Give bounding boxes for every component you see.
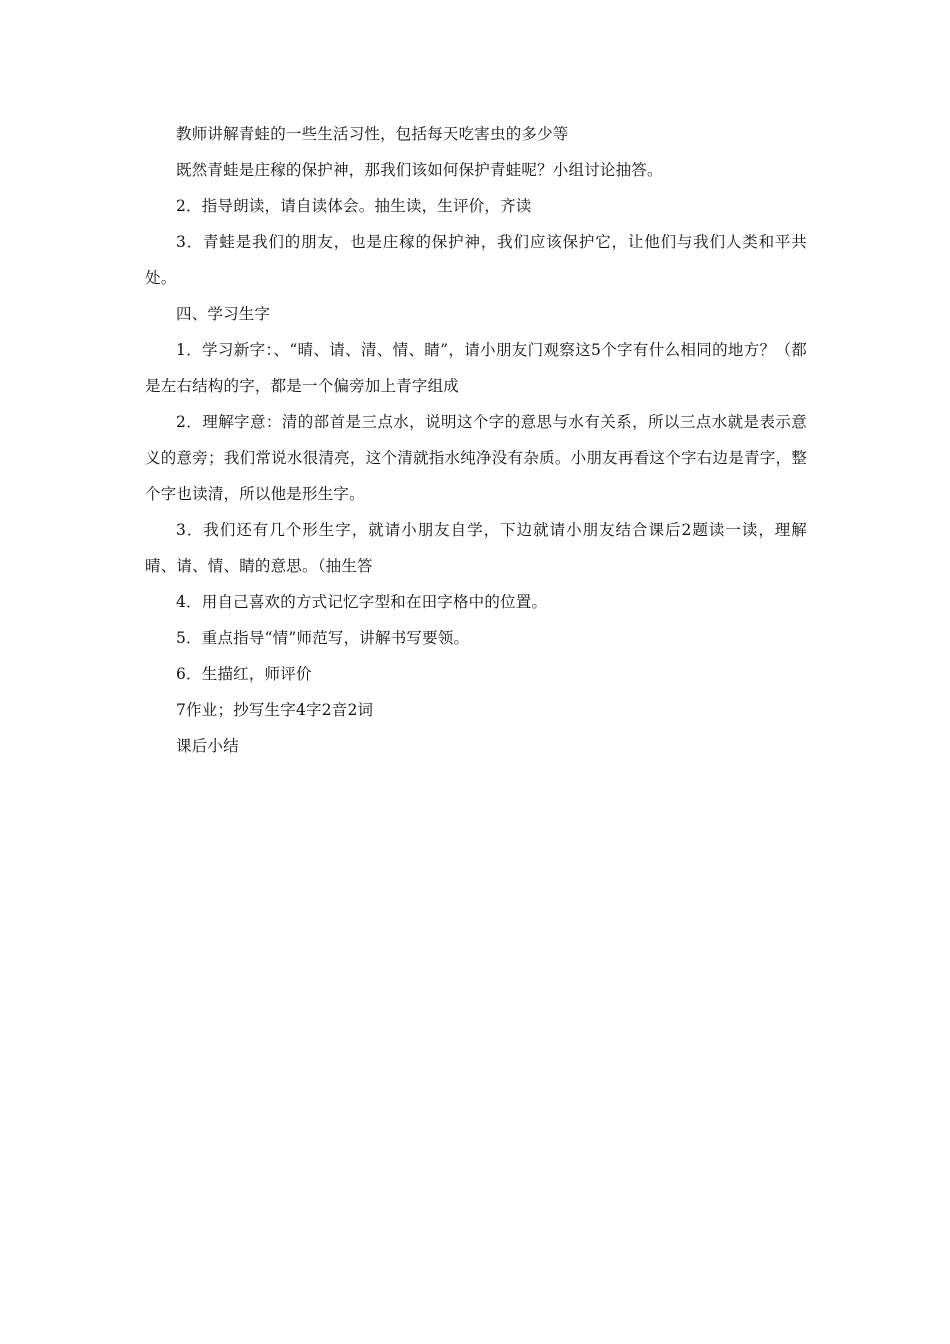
paragraph-teacher-explains: 教师讲解青蛙的一些生活习性，包括每天吃害虫的多少等 — [176, 125, 569, 143]
paragraph-homework: 7作业；抄写生字4字2音2词 — [176, 701, 374, 719]
paragraph-summary: 课后小结 — [176, 737, 239, 755]
paragraph-memorize: 4．用自己喜欢的方式记忆字型和在田字格中的位置。 — [176, 593, 548, 611]
section-heading-learn-characters: 四、学习生字 — [176, 305, 271, 323]
paragraph-protect-frogs: 3．青蛙是我们的朋友，也是庄稼的保护神，我们应该保护它，让他们与我们人类和平共处。 — [145, 233, 807, 287]
document-body — [145, 116, 807, 764]
paragraph-writing-demo: 5．重点指导“情”师范写，讲解书写要领。 — [176, 629, 470, 647]
paragraph-self-study: 3．我们还有几个形生字，就请小朋友自学，下边就请小朋友结合课后2题读一读，理解晴、请、情、睛的意思。（抽生答 — [145, 521, 807, 575]
paragraph-discussion-question: 既然青蛙是庄稼的保护神，那我们该如何保护青蛙呢？小组讨论抽答。 — [176, 161, 663, 179]
paragraph-new-characters: 1．学习新字：、“晴、请、清、情、睛”，请小朋友门观察这5个字有什么相同的地方？（都是左右结构的字，都是一个偏旁加上青字组成 — [145, 341, 807, 395]
paragraph-tracing: 6．生描红，师评价 — [176, 665, 312, 683]
paragraph-character-meaning: 2．理解字意：清的部首是三点水，说明这个字的意思与水有关系，所以三点水就是表示意义的意旁；我们常说水很清亮，这个清就指水纯净没有杂质。小朋友再看这个字右边是青字，整个字也读清，所以他是形生字。 — [145, 413, 807, 503]
paragraph-reading-guidance: 2．指导朗读，请自读体会。抽生读，生评价，齐读 — [176, 197, 532, 215]
